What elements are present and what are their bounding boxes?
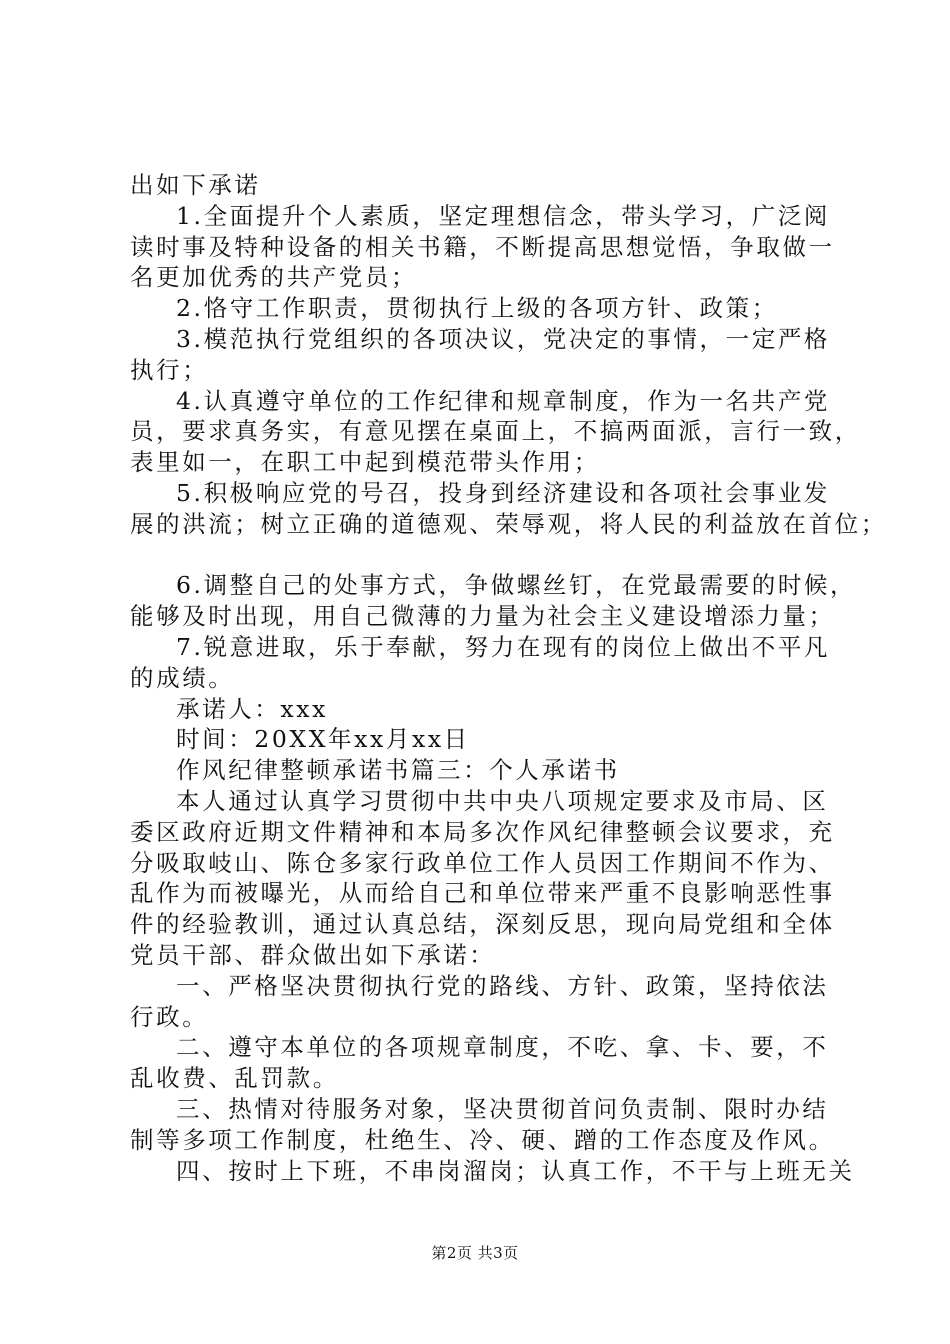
text-line: 行政。 xyxy=(130,1002,209,1031)
text-line: 时间：20XX年xx月xx日 xyxy=(176,725,470,754)
text-line: 分吸取岐山、陈仓多家行政单位工作人员因工作期间不作为、 xyxy=(130,848,835,877)
text-line: 7.锐意进取，乐于奉献，努力在现有的岗位上做出不平凡 xyxy=(176,632,831,661)
page-footer xyxy=(0,1242,950,1263)
text-line: 能够及时出现，用自己微薄的力量为社会主义建设增添力量； xyxy=(130,602,835,631)
text-line: 三、热情对待服务对象，坚决贯彻首问负责制、限时办结 xyxy=(176,1094,829,1123)
text-line: 件的经验教训，通过认真总结，深刻反思，现向局党组和全体 xyxy=(130,910,835,939)
text-line: 乱收费、乱罚款。 xyxy=(130,1064,339,1093)
text-line: 出如下承诺 xyxy=(130,171,261,199)
text-line: 5.积极响应党的号召，投身到经济建设和各项社会事业发 xyxy=(176,478,831,507)
text-line: 员，要求真务实，有意见摆在桌面上，不搞两面派，言行一致， xyxy=(130,417,861,446)
text-line: 读时事及特种设备的相关书籍，不断提高思想觉悟，争取做一 xyxy=(130,232,835,261)
text-line: 执行； xyxy=(130,355,209,384)
text-line: 作风纪律整顿承诺书篇三：个人承诺书 xyxy=(176,756,620,785)
text-line: 党员干部、群众做出如下承诺： xyxy=(130,940,496,969)
text-line: 2.恪守工作职责，贯彻执行上级的各项方针、政策； xyxy=(176,294,778,323)
text-line: 委区政府近期文件精神和本局多次作风纪律整顿会议要求，充 xyxy=(130,817,835,846)
text-line: 二、遵守本单位的各项规章制度，不吃、拿、卡、要，不 xyxy=(176,1033,829,1062)
document-body xyxy=(130,170,887,1186)
text-line: 一、严格坚决贯彻执行党的路线、方针、政策，坚持依法 xyxy=(176,971,829,1000)
text-line: 的成绩。 xyxy=(130,663,235,692)
text-line: 四、按时上下班，不串岗溜岗；认真工作，不干与上班无关 xyxy=(176,1156,855,1185)
page-number-label: 第2页 共3页 xyxy=(431,1244,519,1262)
text-line: 承诺人：xxx xyxy=(176,694,328,723)
text-line: 表里如一，在职工中起到模范带头作用； xyxy=(130,448,600,477)
blank-line xyxy=(130,540,830,571)
text-line: 名更加优秀的共产党员； xyxy=(130,263,418,292)
text-line: 本人通过认真学习贯彻中共中央八项规定要求及市局、区 xyxy=(176,786,829,815)
text-line: 制等多项工作制度，杜绝生、冷、硬、蹭的工作态度及作风。 xyxy=(130,1125,835,1154)
text-line: 乱作为而被曝光，从而给自己和单位带来严重不良影响恶性事 xyxy=(130,879,835,908)
text-line: 3.模范执行党组织的各项决议，党决定的事情，一定严格 xyxy=(176,324,831,353)
text-line: 1.全面提升个人素质，坚定理想信念，带头学习，广泛阅 xyxy=(176,201,831,230)
text-line: 展的洪流；树立正确的道德观、荣辱观，将人民的利益放在首位； xyxy=(130,509,887,538)
text-line: 6.调整自己的处事方式，争做螺丝钉，在党最需要的时候， xyxy=(176,571,857,600)
text-line: 4.认真遵守单位的工作纪律和规章制度，作为一名共产党 xyxy=(176,386,831,415)
